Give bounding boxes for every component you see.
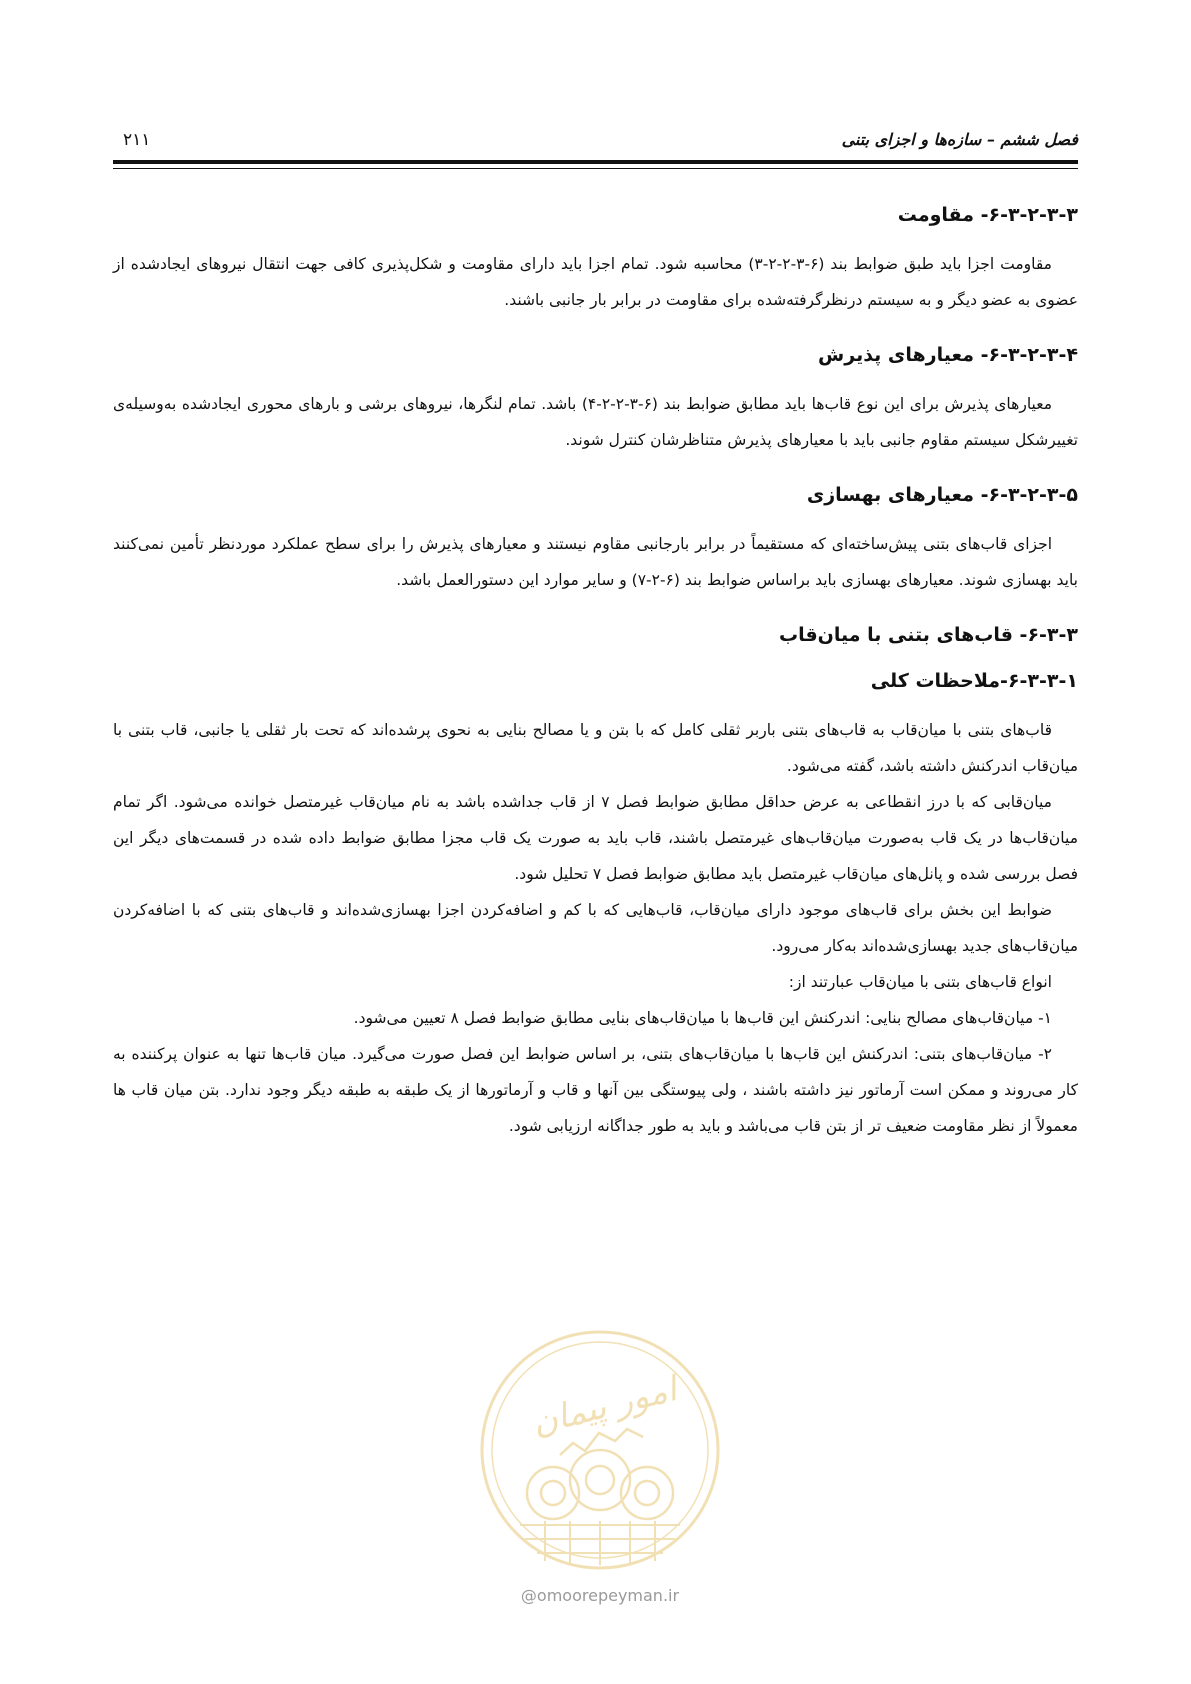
paragraph: میان‌قابی که با درز انقطاعی به عرض حداقل مطابق ضوابط فصل ۷ از قاب جداشده باشد به نام میان‌قاب غیرمتصل خوانده می‌شود. اگر تمام میان‌قاب‌ها در یک قاب به‌صورت میان‌قاب‌های غیرمتصل باشند، قاب باید به صورت یک قاب مجزا مطابق ضوابط داده شده در قسمت‌های دیگر این فصل بررسی شده و پانل‌های میان‌قاب غیرمتصل باید مطابق ضوابط فصل ۷ تحلیل شود. (113, 793, 1078, 883)
section-heading: ۶-۳-۲-۳-۴- معیارهای پذیرش (818, 344, 1078, 366)
paragraph: مقاومت اجزا باید طبق ضوابط بند (۶-۳-۲-۲-۳) محاسبه شود. تمام اجزا باید دارای مقاومت و شکل‌پذیری کافی جهت انتقال نیروهای ایجادشده از عضوی به عضو دیگر و به سیستم درنظرگرفته‌شده برای مقاومت در برابر بار جانبی باشند. (113, 255, 1078, 309)
section-heading: ۶-۳-۲-۳-۳- مقاومت (897, 204, 1078, 226)
at-icon: @ (520, 1586, 537, 1605)
running-header (113, 124, 1078, 158)
paragraph: انواع قاب‌های بتنی با میان‌قاب عبارتند از: (788, 973, 1052, 991)
section-heading: ۶-۳-۳-۱-ملاحظات کلی (870, 670, 1078, 692)
section-heading: ۶-۳-۲-۳-۵- معیارهای بهسازی (806, 484, 1078, 506)
section-general-considerations (113, 666, 1078, 1144)
watermark-url-text: omoorepeyman.ir (536, 1586, 680, 1605)
page-number: ۲۱۱ (123, 130, 151, 150)
header-rule (113, 160, 1078, 169)
section-heading: ۶-۳-۳- قاب‌های بتنی با میان‌قاب (779, 624, 1078, 646)
watermark-logo-text: امور پیمان (528, 1369, 681, 1444)
watermark-url (475, 1586, 725, 1605)
chapter-title: فصل ششم – سازه‌ها و اجزای بتنی (841, 130, 1078, 149)
section-retrofit-criteria (113, 480, 1078, 598)
section-acceptance-criteria (113, 340, 1078, 458)
section-infilled-frames (113, 620, 1078, 650)
main-content (113, 200, 1078, 1166)
watermark-logo (475, 1325, 725, 1575)
paragraph: اجزای قاب‌های بتنی پیش‌ساخته‌ای که مستقیماً در برابر بارجانبی مقاوم نیستند و معیارهای پذیرش را برای سطح عملکرد موردنظر تأمین نمی‌کنند باید بهسازی شوند. معیارهای بهسازی باید براساس ضوابط بند (۶-۲-۷) و سایر موارد این دستورالعمل باشد. (113, 535, 1078, 589)
list-item: ۱- میان‌قاب‌های مصالح بنایی: اندرکنش این قاب‌ها با میان‌قاب‌های بنایی مطابق ضوابط فصل ۸ تعیین می‌شود. (353, 1009, 1052, 1027)
paragraph: معیارهای پذیرش برای این نوع قاب‌ها باید مطابق ضوابط بند (۶-۳-۲-۲-۴) باشد. تمام لنگرها، نیروهای برشی و بارهای محوری ایجادشده به‌وسیله‌ی تغییرشکل سیستم مقاوم جانبی باید با معیارهای پذیرش متناظرشان کنترل شوند. (113, 395, 1078, 449)
paragraph: ضوابط این بخش برای قاب‌های موجود دارای میان‌قاب، قاب‌هایی که با کم و اضافه‌کردن اجزا بهسازی‌شده‌اند و قاب‌های بتنی که با اضافه‌کردن میان‌قاب‌های جدید بهسازی‌شده‌اند به‌کار می‌رود. (113, 901, 1078, 955)
section-resistance (113, 200, 1078, 318)
paragraph: قاب‌های بتنی با میان‌قاب به قاب‌های بتنی باربر ثقلی کامل که با بتن و یا مصالح بنایی به نحوی پرشده‌اند که تحت بار ثقلی یا جانبی، قاب بتنی با میان‌قاب اندرکنش داشته باشد، گفته می‌شود. (113, 721, 1078, 775)
list-item: ۲- میان‌قاب‌های بتنی: اندرکنش این قاب‌ها با میان‌قاب‌های بتنی، بر اساس ضوابط این فصل صورت می‌گیرد. میان قاب‌ها تنها به عنوان پرکننده به کار می‌روند و ممکن است آرماتور نیز داشته باشند ، ولی پیوستگی بین آنها و قاب و آرماتورها از یک طبقه به طبقه دیگر وجود ندارد. بتن میان قاب ها معمولاً از نظر مقاومت ضعیف تر از بتن قاب می‌باشد و باید به طور جداگانه ارزیابی شود. (113, 1045, 1078, 1135)
